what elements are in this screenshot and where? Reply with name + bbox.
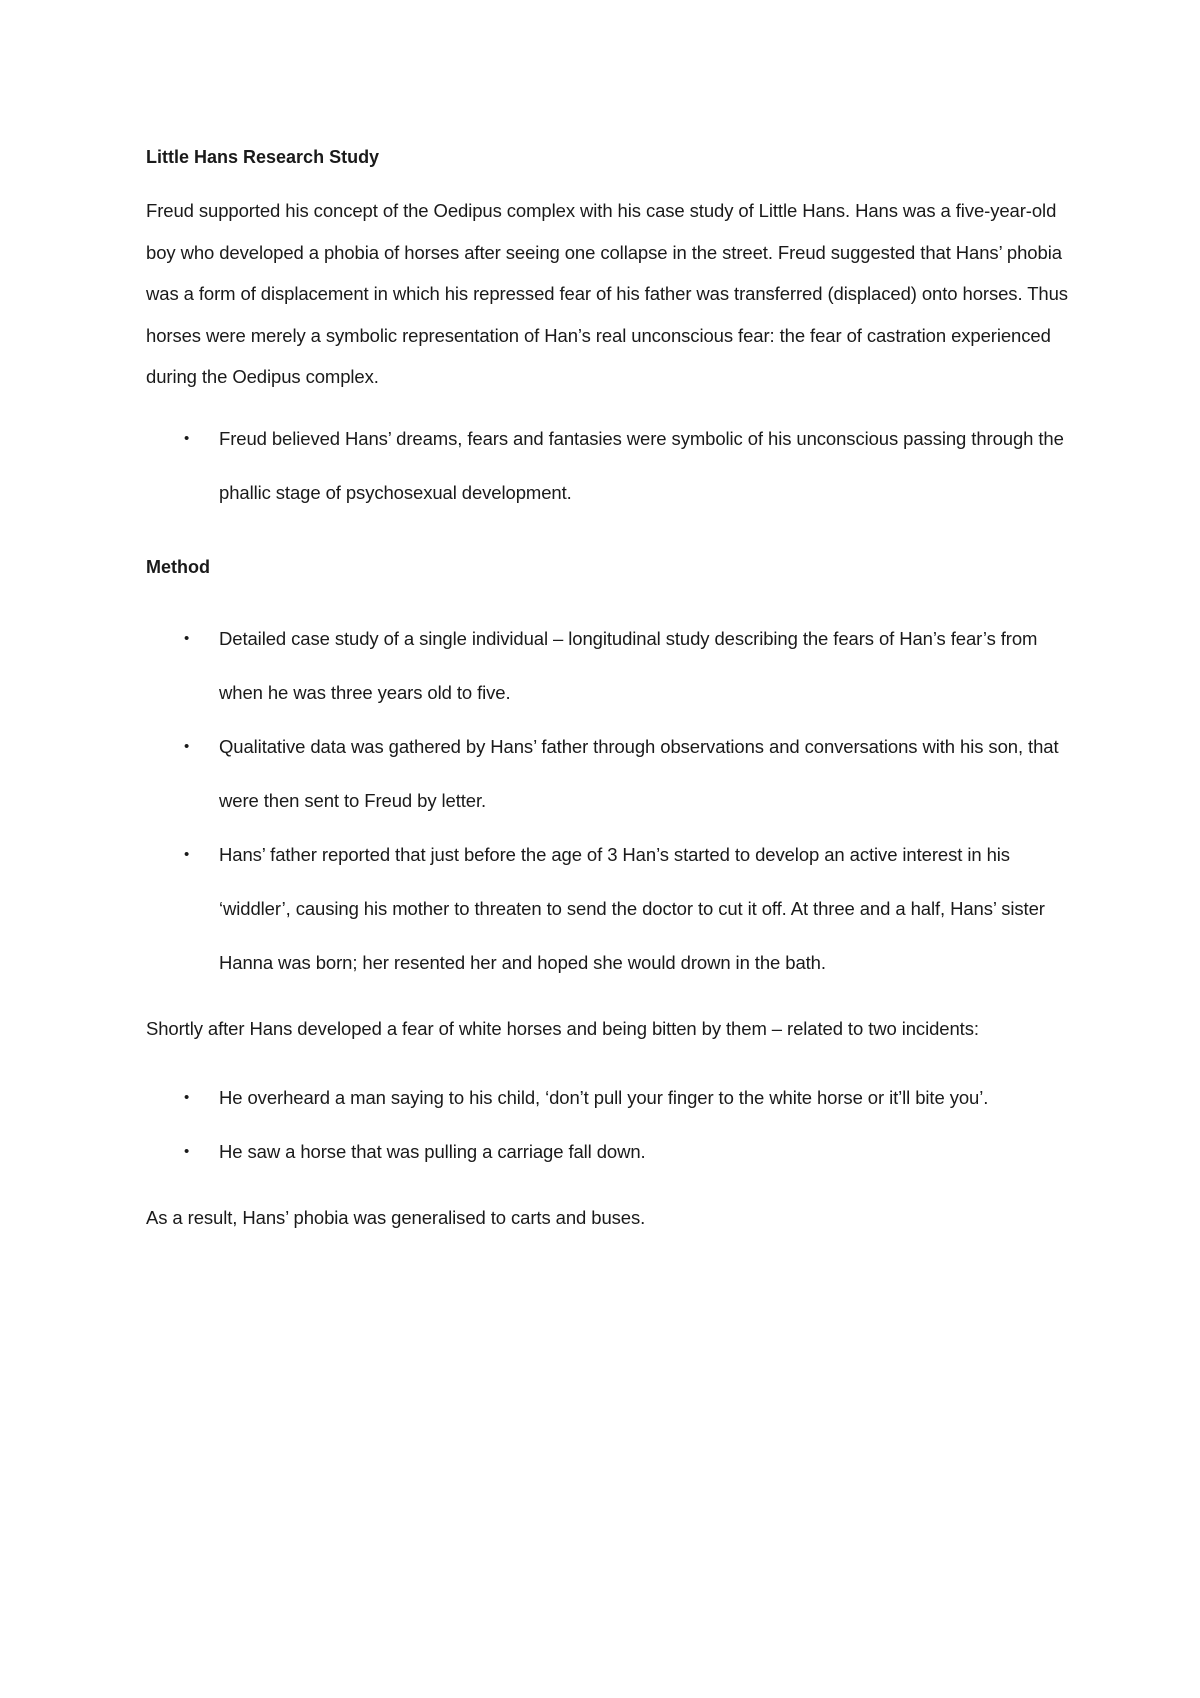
conclusion-paragraph: As a result, Hans’ phobia was generalised to carts and buses. — [146, 1207, 646, 1228]
bullet-icon: • — [184, 429, 190, 447]
list-item-text: Qualitative data was gathered by Hans’ father through observations and conversations with his son, that were then sent to Freud by letter. — [219, 735, 1059, 811]
list-item — [146, 412, 1076, 520]
list-item-text: Hans’ father reported that just before the age of 3 Han’s started to develop an active interest in his ‘widdler’, causing his mother to threaten to send the doctor to cut it off. At three and a half, Hans’ sister Hanna was born; her resented her and hoped she would drown in the bath. — [219, 843, 1045, 973]
list-item-text: Detailed case study of a single individual – longitudinal study describing the fears of Han’s fear’s from when he was three years old to five. — [219, 627, 1038, 703]
list-item-text: He overheard a man saying to his child, ‘don’t pull your finger to the white horse or it’ll bite you’. — [219, 1087, 989, 1108]
list-item — [146, 720, 1076, 828]
list-item — [146, 828, 1076, 990]
shortly-after-paragraph: Shortly after Hans developed a fear of white horses and being bitten by them – related to two incidents: — [146, 1017, 979, 1039]
intro-paragraph: Freud supported his concept of the Oedipus complex with his case study of Little Hans. Hans was a five-year-old boy who developed a phobia of horses after seeing one collapse in the street. Freud suggested that Hans’ phobia was a form of displacement in which his repressed fear of his father was transferred (displaced) onto horses. Thus horses were merely a symbolic representation of Han’s real unconscious fear: the fear of castration experienced during the Oedipus complex. — [146, 200, 1068, 387]
list-item — [146, 1125, 1076, 1179]
document-body — [146, 145, 1076, 1239]
bullet-icon: • — [184, 1143, 190, 1160]
incident-bullet-list — [146, 1071, 1076, 1179]
list-item-text: Freud believed Hans’ dreams, fears and fantasies were symbolic of his unconscious passing through the phallic stage of psychosexual development. — [219, 427, 1064, 503]
list-item-text: He saw a horse that was pulling a carriage fall down. — [219, 1141, 646, 1162]
bullet-icon: • — [184, 737, 190, 755]
list-item — [146, 612, 1076, 720]
bullet-icon: • — [184, 845, 190, 863]
list-item — [146, 1071, 1076, 1125]
bullet-icon: • — [184, 629, 190, 647]
document-title: Little Hans Research Study — [146, 147, 380, 167]
intro-bullet-list — [146, 412, 1076, 520]
bullet-icon: • — [184, 1089, 190, 1106]
method-heading: Method — [146, 556, 210, 577]
method-bullet-list — [146, 612, 1076, 990]
